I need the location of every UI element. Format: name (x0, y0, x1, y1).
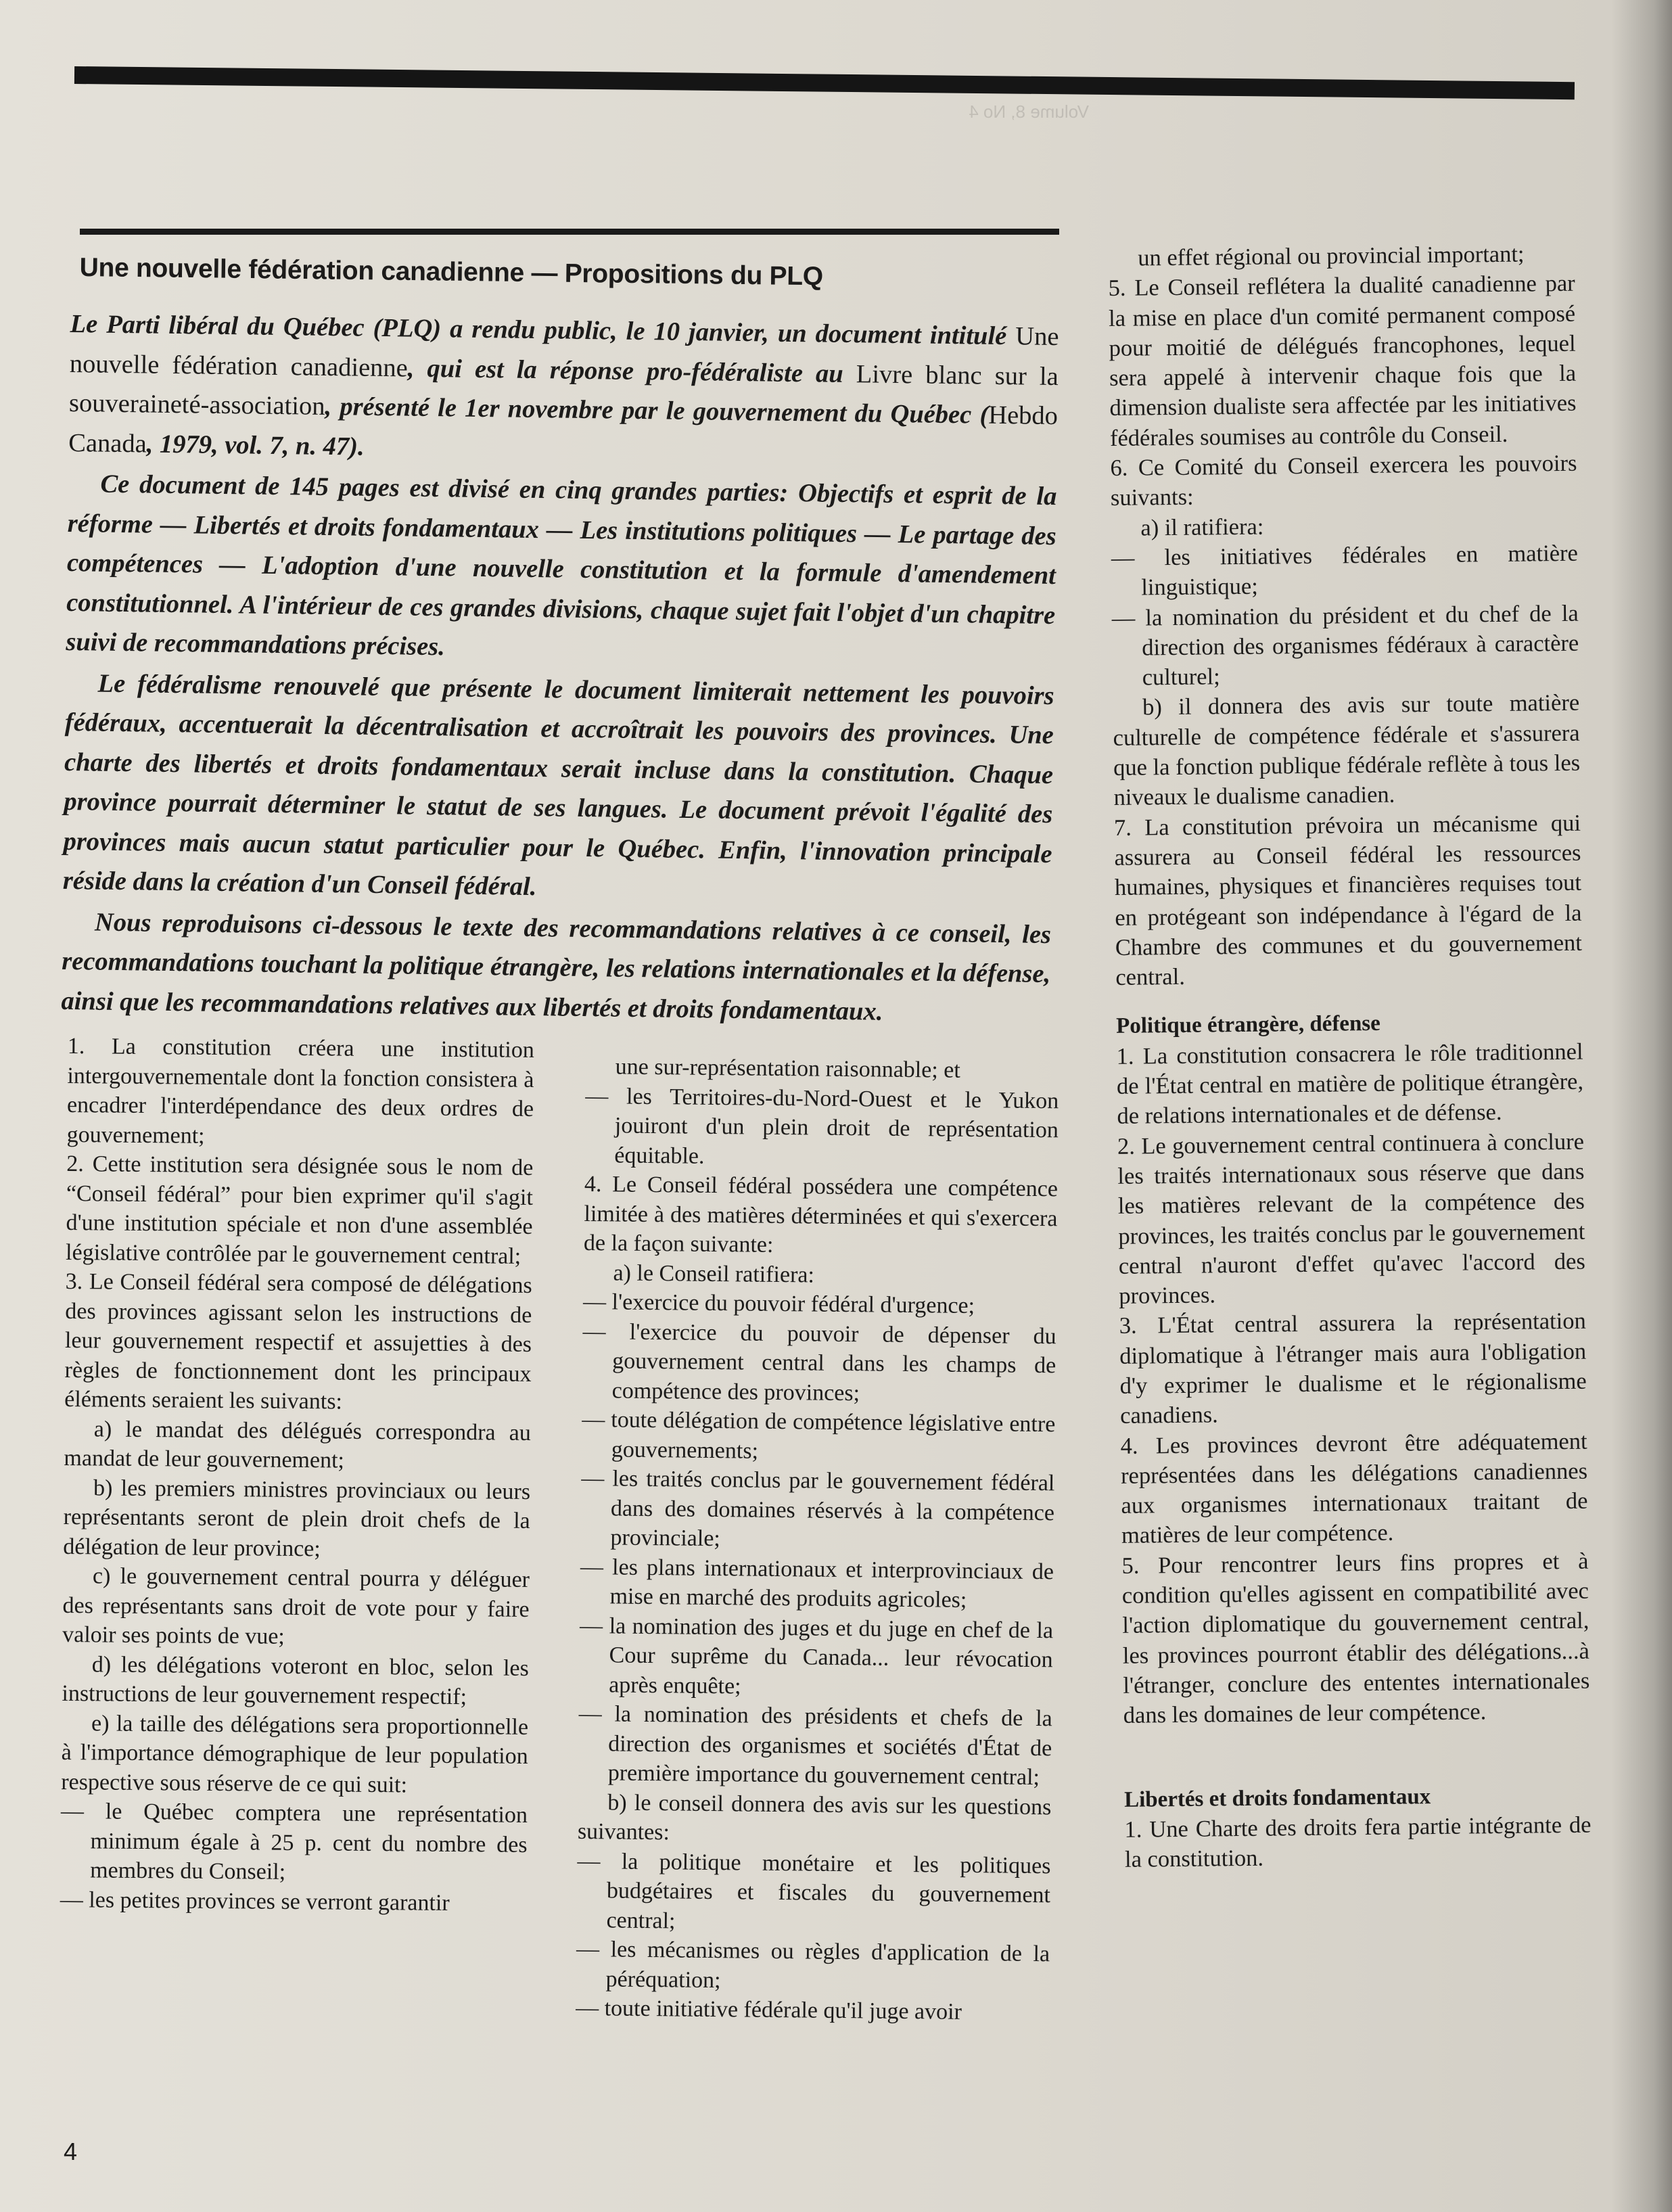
recommendation-paragraph: 2. Le gouvernement central continuera à conclure les traités internationaux sous réserve que dans les matières relevant de la compétence des provinces, les traités conclus par le gouvernement central n'auront d'effet qu'avec l'accord des provinces. (1117, 1128, 1585, 1310)
article-column-2 (576, 1052, 1059, 2028)
sub-item: e) la taille des délégations sera proportionnelle à l'importance démographique de leur population respective sous réserve de ce qui suit: (61, 1710, 529, 1797)
recommendation-paragraph: 3. L'État central assurera la représentation diplomatique à l'étranger mais aura l'obligation d'y exprimer le dualisme et le régionalisme canadiens. (1119, 1308, 1587, 1429)
recommendation-paragraph: 1. Une Charte des droits fera partie intégrante de la constitution. (1124, 1812, 1592, 1873)
dash-item: — les Territoires-du-Nord-Ouest et le Yukon jouiront d'un plein droit de représentation équitable. (585, 1083, 1059, 1169)
intro-text: Nous reproduisons ci-dessous le texte des recommandations relatives à ce conseil, les recommandations touchant la politique étrangère, les relations internationales et la défense, ainsi que les recommandations relatives aux libertés et droits fondamentaux. (61, 908, 1052, 1026)
intro-text: Le fédéralisme renouvelé que présente le document limiterait nettement les pouvoirs fédéraux, accentuerait la décentralisation et accroîtrait les pouvoirs des provinces. Une charte des libertés et droits fondamentaux serait incluse dans la constitution. Chaque province pourrait déterminer le statut de ses langues. Le document prévoit l'égalité des provinces mais aucun statut particulier pour le Québec. Enfin, l'innovation principale réside dans la création d'un Conseil fédéral. (62, 669, 1054, 902)
recommendation-paragraph: 5. Pour rencontrer leurs fins propres et à condition qu'elles agissent en compatibilité avec l'action diplomatique du gouvernement central, les provinces pourront établir des délégations...à l'étranger, conclure des ententes internationales dans les domaines de leur compétence. (1121, 1548, 1590, 1729)
dash-item: — le Québec comptera une représentation minimum égale à 25 p. cent du nombre des membres du Conseil; (60, 1798, 528, 1885)
recommendation-paragraph: 4. Les provinces devront être adéquatement représentées dans les délégations canadiennes aux organismes internationaux traitant de matières de leur compétence. (1120, 1428, 1588, 1549)
intro-paragraph (62, 663, 1054, 913)
dash-item: — les mécanismes ou règles d'application de la péréquation; (576, 1936, 1050, 1993)
sub-item: b) le conseil donnera des avis sur les questions suivantes: (577, 1789, 1052, 1845)
article-column-3 (1108, 239, 1592, 1875)
sub-item: a) il ratifiera: (1140, 513, 1264, 541)
dash-item: — l'exercice du pouvoir fédéral d'urgence; (582, 1289, 975, 1319)
section-heading: Politique étrangère, défense (1115, 1011, 1381, 1039)
dash-item: — les plans internationaux et interprovinciaux de mise en marché des produits agricoles; (580, 1554, 1054, 1613)
recommendation-paragraph: 5. Le Conseil reflétera la dualité canadienne par la mise en place d'un comité permanent composé pour moitié de délégués francophones, lequel sera appelé à intervenir chaque fois que la dimension dualiste sera affectée par les initiatives fédérales soumises au contrôle du Conseil. (1108, 271, 1577, 451)
dash-item: — toute initiative fédérale qu'il juge avoir (576, 1995, 962, 2025)
show-through-text: Volume 8, No 4 (969, 101, 1089, 122)
sub-item: a) le Conseil ratifiera: (613, 1260, 815, 1288)
dash-item: — la nomination des présidents et chefs de la direction des organismes et sociétés d'État de première importance du gouvernement central; (578, 1701, 1052, 1791)
article-rule (80, 229, 1059, 235)
intro-text: Ce document de 145 pages est divisé en cinq grandes parties: Objectifs et esprit de la réforme — Libertés et droits fondamentaux — Les institutions politiques — Le partage des compétences — L'adoption d'une nouvelle constitution et la formule d'amendement constitutionnel. A l'intérieur de ces grandes divisions, chaque sujet fait l'objet d'un chapitre suivi de recommandations précises. (66, 469, 1057, 662)
intro-title-ref: Une nouvelle fédération canadienne (69, 322, 1059, 383)
recommendation-paragraph: 3. Le Conseil fédéral sera composé de délégations des provinces agissant selon les instructions de leur gouvernement respectif et assujetties à des règles de fonctionnement dont les principaux éléments seraient les suivants: (64, 1268, 532, 1414)
recommendation-paragraph: 6. Ce Comité du Conseil exercera les pouvoirs suivants: (1110, 450, 1577, 511)
article-column-1 (60, 1032, 534, 1918)
recommendation-paragraph: 1. La constitution créera une institution intergouvernementale dont la fonction consistera à encadrer l'interdépendance des deux ordres de gouvernement; (66, 1033, 534, 1149)
sub-item: a) le mandat des délégués correspondra au mandat de leur gouvernement; (64, 1416, 532, 1473)
continued-text: un effet régional ou provincial important; (1138, 241, 1525, 271)
intro-paragraph (66, 464, 1057, 675)
intro-title-ref: Livre blanc sur la souveraineté-association (68, 359, 1059, 421)
article-intro (61, 304, 1059, 1034)
intro-title-ref: Hebdo Canada (68, 400, 1059, 458)
recommendation-paragraph: 2. Cette institution sera désignée sous le nom de “Conseil fédéral” pour bien exprimer qu'il s'agit d'une institution spéciale et non d'une assemblée législative contrôlée par le gouvernement central; (65, 1151, 534, 1269)
dash-item: — toute délégation de compétence législative entre gouvernements; (582, 1406, 1056, 1464)
dash-item: — les traités conclus par le gouvernement fédéral dans des domaines réservés à la compétence provinciale; (581, 1465, 1055, 1552)
recommendation-paragraph: 4. Le Conseil fédéral possédera une compétence limitée à des matières déterminées et qui s'exercera de la façon suivante: (583, 1171, 1059, 1258)
article-headline: Une nouvelle fédération canadienne — Propositions du PLQ (79, 252, 824, 292)
sub-item: b) il donnera des avis sur toute matière culturelle de compétence fédérale et s'assurera que la fonction publique fédérale reflète à tous les niveaux le dualisme canadien. (1113, 690, 1581, 811)
section-heading: Libertés et droits fondamentaux (1123, 1784, 1431, 1812)
page-edge-shadow (1611, 0, 1672, 2212)
intro-text: Le Parti libéral du Québec (PLQ) a rendu public, le 10 janvier, un document intitulé (70, 309, 1016, 351)
top-rule (74, 66, 1575, 99)
intro-text: , 1979, vol. 7, n. 47). (146, 429, 365, 461)
dash-item: — la nomination du président et du chef de la direction des organismes fédéraux à caractère culturel; (1111, 600, 1579, 691)
dash-item: — les petites provinces se verront garantir (60, 1887, 450, 1916)
intro-text: , présenté le 1er novembre par le gouvernement du Québec ( (325, 392, 989, 430)
sub-item: b) les premiers ministres provinciaux ou leurs représentants seront de plein droit chefs de la délégation de leur province; (63, 1475, 531, 1561)
dash-item: — la politique monétaire et les politiques budgétaires et fiscales du gouvernement central; (577, 1848, 1051, 1933)
dash-item: — les initiatives fédérales en matière linguistique; (1111, 540, 1579, 601)
intro-text: , qui est la réponse pro-fédéraliste au (407, 354, 857, 388)
recommendation-paragraph: 7. La constitution prévoira un mécanisme qui assurera au Conseil fédéral les ressources humaines, physiques et financières requises tout en protégeant son indépendance à l'égard de la Chambre des communes et du gouvernement central. (1113, 810, 1583, 991)
page-number: 4 (64, 2138, 78, 2165)
recommendation-paragraph: 1. La constitution consacrera le rôle traditionnel de l'État central en matière de politique étrangère, de relations internationales et de défense. (1116, 1038, 1584, 1130)
sub-item: c) le gouvernement central pourra y déléguer des représentants sans droit de vote pour y faire valoir ses points de vue; (62, 1563, 530, 1649)
dash-item: — la nomination des juges et du juge en chef de la Cour suprême du Canada... leur révocation après enquête; (579, 1613, 1054, 1699)
continued-text: une sur-représentation raisonnable; et (615, 1054, 961, 1083)
intro-paragraph (61, 902, 1051, 1034)
dash-item: — l'exercice du pouvoir de dépenser du gouvernement central dans les champs de compétence des provinces; (582, 1318, 1056, 1406)
sub-item: d) les délégations voteront en bloc, selon les instructions de leur gouvernement respectif; (62, 1651, 529, 1710)
intro-paragraph (68, 304, 1059, 476)
